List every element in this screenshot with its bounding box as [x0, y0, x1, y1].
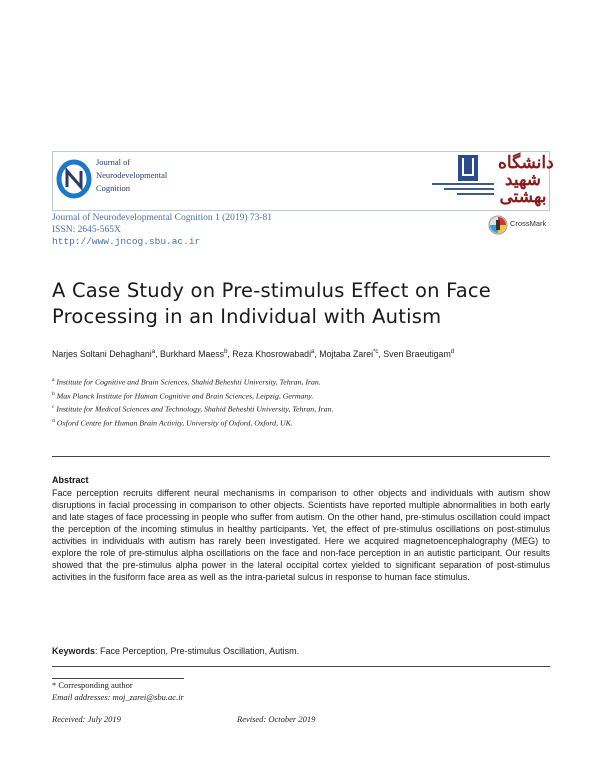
keywords-line: [52, 646, 299, 656]
university-seal-icon: [458, 155, 478, 181]
received-date: Received: July 2019: [52, 714, 121, 724]
abstract-heading: Abstract: [52, 475, 89, 485]
journal-name-line: Cognition: [96, 183, 131, 193]
university-seal-caption: [432, 183, 494, 198]
author-list: Narjes Soltani Dehaghani$^a$, Burkhard Maess$^b$, Reza Khosrowabadi$^a$, Mojtaba Zarei$^{*c}$, Sven Braeutigam$^d$: [52, 349, 455, 359]
keywords-text: : Face Perception, Pre-stimulus Oscillation, Autism.: [95, 646, 300, 656]
email-label: Email addresses:: [52, 691, 111, 702]
affiliation-item: $^b$ Max Planck Institute for Human Cognitive and Brain Sciences, Leipzig, Germany.: [52, 390, 314, 401]
journal-name-line: Journal of: [96, 157, 131, 167]
author-name: Sven Braeutigam: [383, 349, 451, 359]
abstract-body: Face perception recruits different neural mechanisms in comparison to other objects and individuals with autism show disruptions in facial processing in comparison to other objects. Scientists have reported multiple abnormalities in both early and late stages of face processing in people who suffer from autism. On the other hand, pre-stimulus oscillation could impact the perception of the incoming stimulus in healthy participants. Yet, the effect of pre-stimulus oscillations on post-stimulus activities in individuals with autism has rarely been investigated. Here we acquired magnetoencephalography (MEG) to explore the role of pre-stimulus alpha oscillations on the face and non-face perception in an autistic participant. Our results showed that the pre-stimulus alpha power in the lateral occipital cortex yielded to significant separation of post-stimulus activities in the fusiform face area as well as the intra-parietal sulcus in response to human face stimulus.: [52, 488, 550, 582]
divider: [52, 456, 550, 457]
email-line: [52, 692, 184, 704]
citation-block: [52, 212, 272, 248]
citation-issn: ISSN: 2645-565X: [52, 225, 121, 235]
keywords-label: Keywords: [52, 646, 96, 656]
email-address-link[interactable]: moj_zarei@sbu.ac.ir: [110, 691, 184, 702]
author-name: Narjes Soltani Dehaghani: [52, 349, 152, 359]
journal-url-link[interactable]: http://www.jncog.sbu.ac.ir: [52, 236, 201, 247]
affiliation-item: $^a$ Institute for Cognitive and Brain Sciences, Shahid Beheshti University, Tehran, Iran.: [52, 377, 321, 387]
affiliation-item: $^c$ Institute for Medical Sciences and Technology, Shahid Beheshti University, Tehran, Iran.: [52, 404, 334, 414]
crossmark-icon: [488, 215, 508, 235]
manuscript-dates: [52, 714, 315, 724]
author-affil-marker: a: [151, 349, 156, 356]
journal-name-line: Neurodevelopmental: [96, 170, 168, 180]
paper-title: A Case Study on Pre-stimulus Effect on Face Processing in an Individual with Autism: [52, 279, 491, 328]
author-affil-marker: d: [450, 349, 455, 356]
author-name: Reza Khosrowabadi: [232, 349, 312, 359]
university-logo-icon: دانشگاه شهید بهشتی: [498, 153, 554, 207]
affiliation-item: $^d$ Oxford Centre for Human Brain Activity, University of Oxford, Oxford, UK.: [52, 417, 293, 428]
corresponding-author-note: * Corresponding author: [52, 680, 133, 690]
author-affil-marker: a: [311, 349, 315, 356]
author-affil-marker: *c: [373, 349, 379, 356]
affiliation-list: [52, 377, 552, 431]
footnote: [52, 680, 184, 703]
revised-date: Revised: October 2019: [237, 714, 316, 724]
journal-name: [96, 156, 167, 195]
footnote-divider: [52, 678, 184, 679]
crossmark-label: CrossMark: [510, 219, 547, 228]
divider: [52, 666, 550, 667]
citation-journal: Journal of Neurodevelopmental Cognition 1 (2019) 73-81: [52, 213, 273, 223]
crossmark-badge[interactable]: [488, 215, 547, 237]
author-name: Mojtaba Zarei: [319, 349, 374, 359]
author-name: Burkhard Maess: [160, 349, 225, 359]
journal-logo-icon: [56, 156, 94, 202]
author-affil-marker: b: [224, 349, 228, 356]
